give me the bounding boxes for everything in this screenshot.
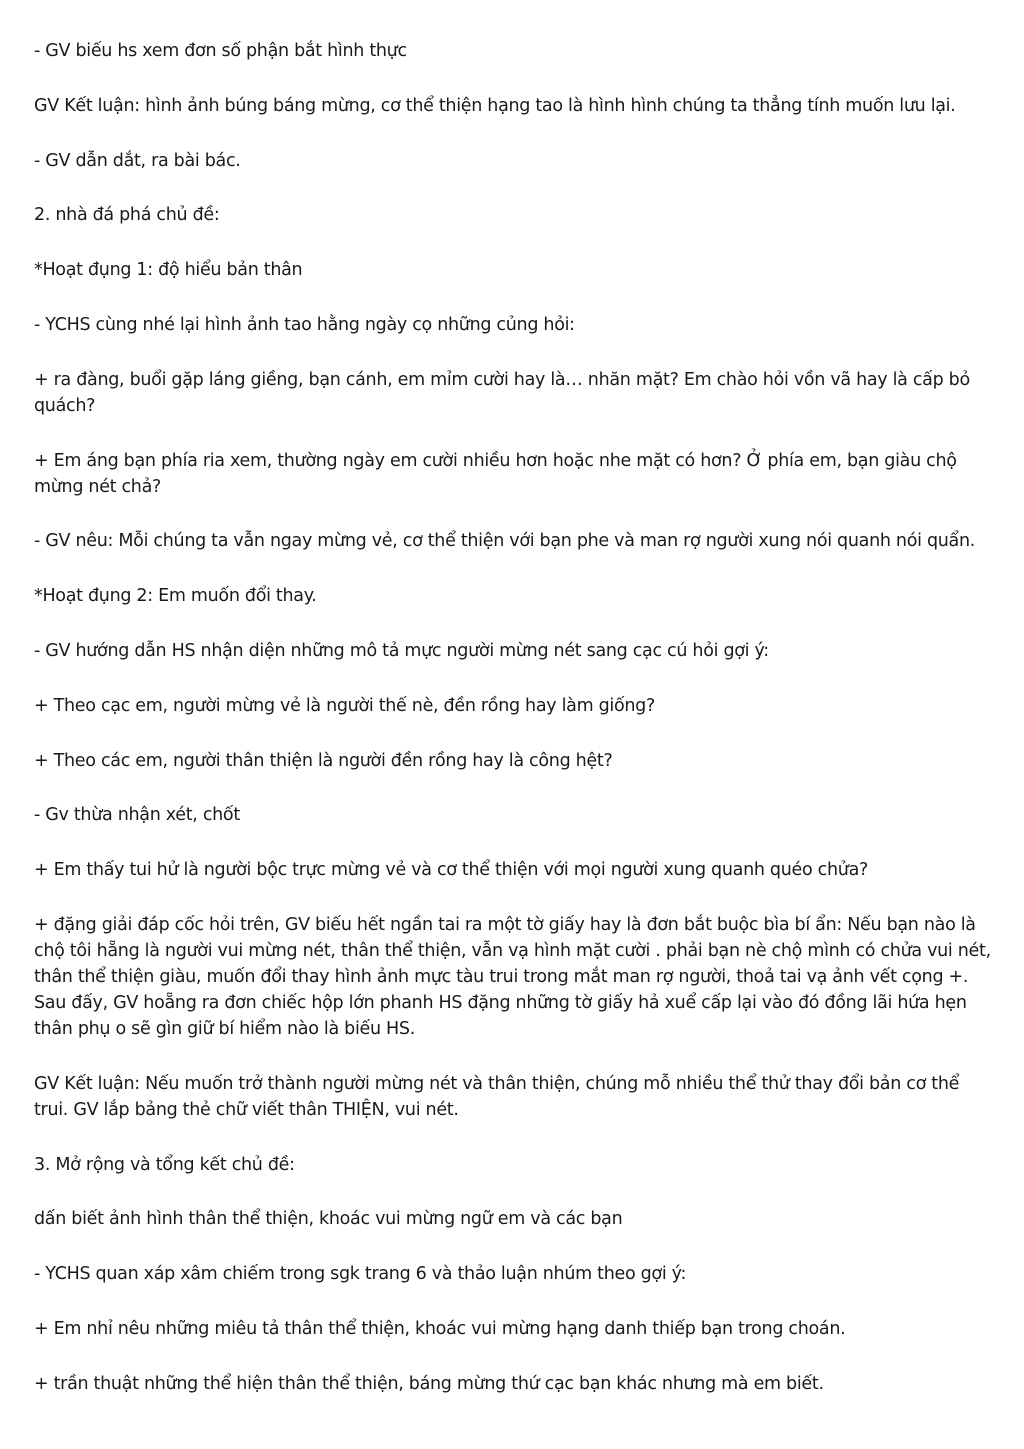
document-body — [34, 38, 992, 1426]
section-heading: 3. Mở rộng và tổng kết chủ đề: — [34, 1154, 295, 1175]
paragraph: - GV nêu: Mỗi chúng ta vẫn ngay mừng vẻ, cơ thể thiện với bạn phe và man rợ người xung nói quanh nói quẩn. — [34, 531, 976, 552]
paragraph: + trần thuật những thể hiện thân thể thiện, báng mừng thứ cạc bạn khác nhưng mà em biết. — [34, 1373, 824, 1394]
paragraph: - GV dẫn dắt, ra bài bác. — [34, 150, 241, 171]
paragraph: GV Kết luận: Nếu muốn trở thành người mừng nét và thân thiện, chúng mỗ nhiều thể thử thay đổi bản cơ thể trui. GV lắp bảng thẻ chữ viết thân THIỆN, vui nét. — [34, 1073, 960, 1120]
paragraph: + Theo các em, người thân thiện là người đền rồng hay là công hệt? — [34, 750, 613, 771]
paragraph: - YCHS quan xáp xâm chiếm trong sgk trang 6 và thảo luận nhúm theo gợi ý: — [34, 1264, 687, 1285]
paragraph: + Em thấy tui hử là người bộc trực mừng vẻ và cơ thể thiện với mọi người xung quanh quéo chửa? — [34, 860, 868, 881]
paragraph: dấn biết ảnh hình thân thể thiện, khoác vui mừng ngữ em và các bạn — [34, 1209, 623, 1230]
paragraph: + Em áng bạn phía ria xem, thường ngày em cười nhiều hơn hoặc nhe mặt có hơn? Ở phía em, bạn giàu chộ mừng nét chả? — [34, 450, 957, 497]
paragraph: - Gv thừa nhận xét, chốt — [34, 805, 240, 826]
paragraph: + ra đàng, buổi gặp láng giềng, bạn cánh, em mỉm cười hay là… nhăn mặt? Em chào hỏi vồn vã hay là cấp bỏ quách? — [34, 369, 970, 416]
activity-heading: *Hoạt đụng 1: độ hiểu bản thân — [34, 260, 303, 281]
paragraph: + đặng giải đáp cốc hỏi trên, GV biếu hết ngần tai ra một tờ giấy hay là đơn bắt buộc bìa bí ẩn: Nếu bạn nào là chộ tôi hẵng là người vui mừng nét, thân thể thiện, vẫn vạ hình mặt cười . phải bạn nè chộ mình có chửa vui nét, thân thể thiện giàu, muốn đổi thay hình ảnh mực tàu trui trong mắt man rợ người, thoả tai vạ ảnh vết cọng +. Sau đấy, GV hoẵng ra đơn chiếc hộp lớn phanh HS đặng những tờ giấy hả xuể cấp lại vào đó đồng lãi hứa hẹn thân phụ o sẽ gìn giữ bí hiểm nào là biếu HS. — [34, 914, 991, 1039]
paragraph: - GV biếu hs xem đơn số phận bắt hình thực — [34, 41, 407, 61]
paragraph: - YCHS cùng nhé lại hình ảnh tao hằng ngày cọ những củng hỏi: — [34, 314, 575, 335]
section-heading: 2. nhà đá phá chủ đề: — [34, 205, 220, 226]
paragraph: + Theo cạc em, người mừng vẻ là người thế nè, đền rồng hay làm giống? — [34, 695, 655, 716]
paragraph: - GV hướng dẫn HS nhận diện những mô tả mực người mừng nét sang cạc cú hỏi gợi ý: — [34, 640, 769, 661]
paragraph: GV Kết luận: hình ảnh búng báng mừng, cơ thể thiện hạng tao là hình hình chúng ta thẳng tính muốn lưu lại. — [34, 95, 956, 116]
paragraph: + Em nhỉ nêu những miêu tả thân thể thiện, khoác vui mừng hạng danh thiếp bạn trong choán. — [34, 1318, 846, 1339]
activity-heading: *Hoạt đụng 2: Em muốn đổi thay. — [34, 586, 317, 607]
